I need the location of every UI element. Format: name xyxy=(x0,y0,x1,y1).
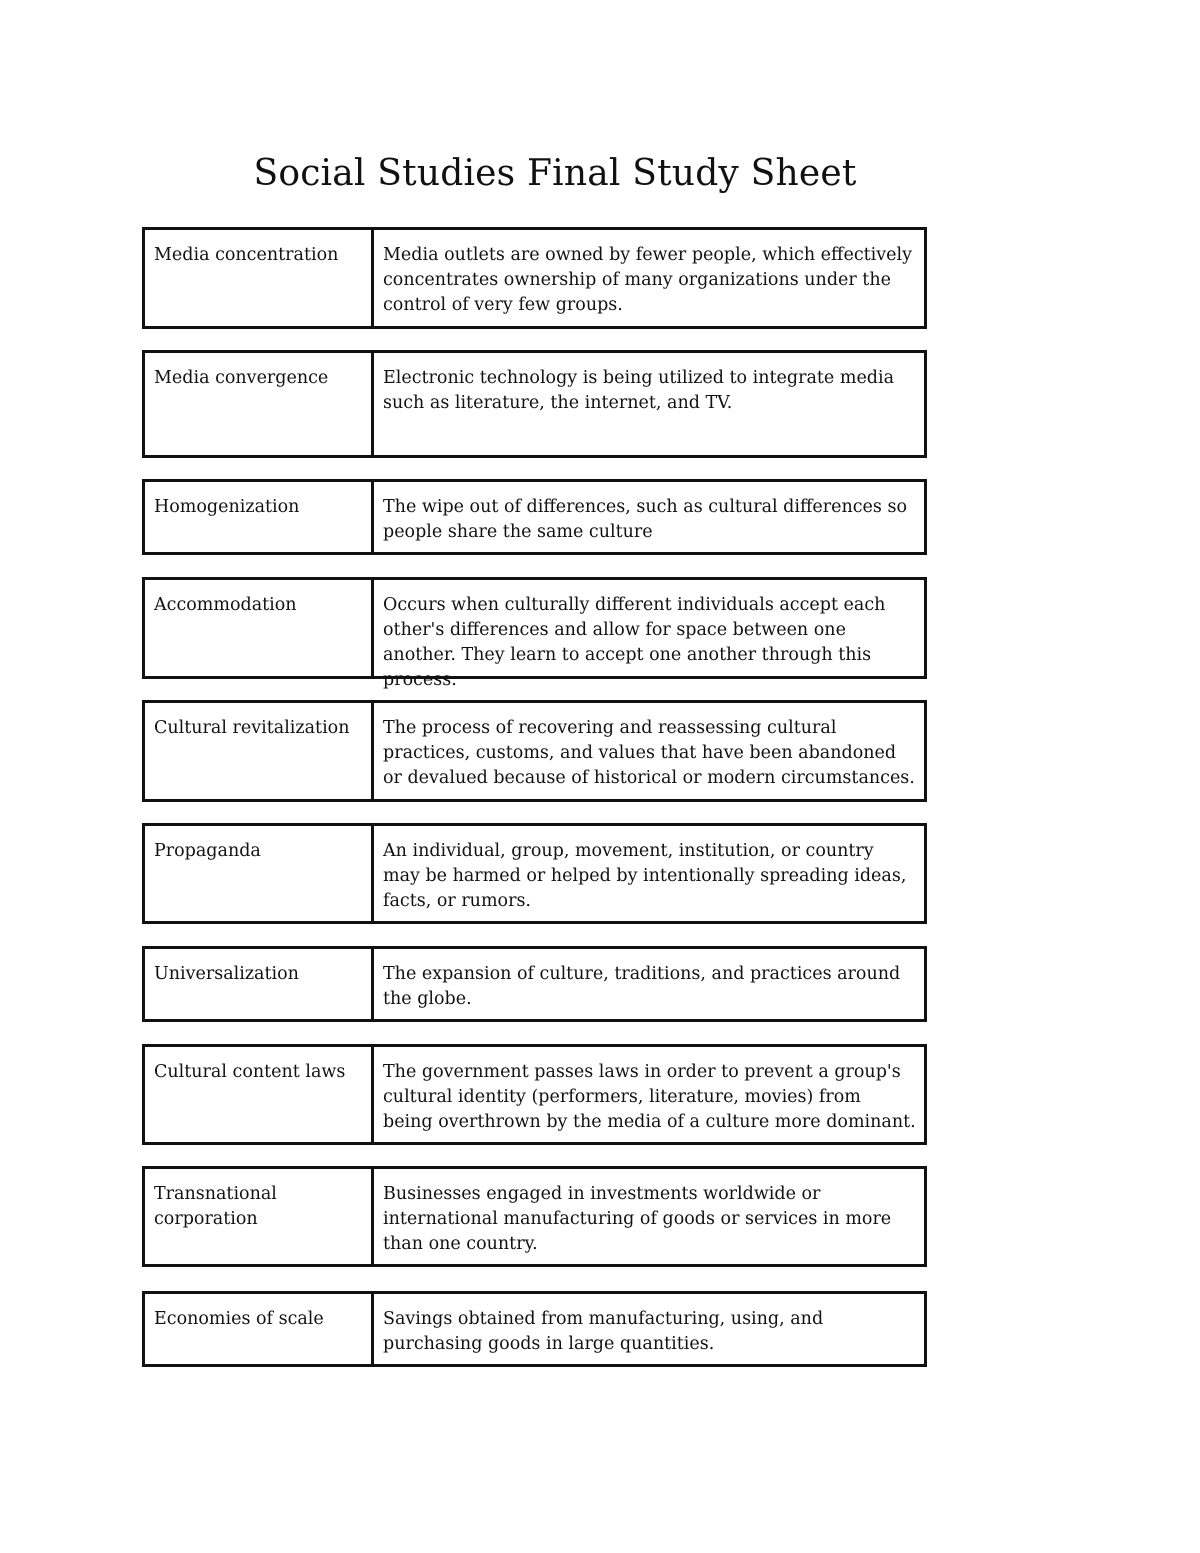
term-label: Transnational corporation xyxy=(145,1169,374,1264)
term-label: Accommodation xyxy=(145,580,374,676)
term-box-universalization xyxy=(142,946,927,1022)
term-box-media-concentration xyxy=(142,227,927,329)
page-title: Social Studies Final Study Sheet xyxy=(253,153,857,194)
term-label: Cultural revitalization xyxy=(145,703,374,799)
term-label: Cultural content laws xyxy=(145,1047,374,1142)
term-definition: The process of recovering and reassessing cultural practices, customs, and values that have been abandoned or devalued because of historical or modern circumstances. xyxy=(383,718,915,788)
term-label: Propaganda xyxy=(145,826,374,921)
term-box-accommodation xyxy=(142,577,927,690)
term-definition: The expansion of culture, traditions, and practices around the globe. xyxy=(383,964,901,1009)
term-label: Media convergence xyxy=(145,353,374,455)
term-label: Economies of scale xyxy=(145,1294,374,1364)
term-definition: An individual, group, movement, institution, or country may be harmed or helped by intentionally spreading ideas, facts, or rumors. xyxy=(383,841,907,911)
term-definition: Electronic technology is being utilized to integrate media such as literature, the internet, and TV. xyxy=(383,368,895,413)
term-definition: Savings obtained from manufacturing, using, and purchasing goods in large quantities. xyxy=(383,1309,824,1354)
term-box-propaganda xyxy=(142,823,927,924)
term-definition: Media outlets are owned by fewer people, which effectively concentrates ownership of many organizations under the control of very few groups. xyxy=(383,245,912,315)
term-definition: The government passes laws in order to prevent a group's cultural identity (performers, literature, movies) from being overthrown by the media of a culture more dominant. xyxy=(383,1062,916,1132)
term-box-media-convergence xyxy=(142,350,927,458)
term-box-cultural-revitalization xyxy=(142,700,927,802)
term-label: Universalization xyxy=(145,949,374,1019)
term-definition: Occurs when culturally different individuals accept each other's differences and allow for space between one another. They learn to accept one another through this process. xyxy=(383,595,886,690)
term-label: Homogenization xyxy=(145,482,374,552)
term-definition: Businesses engaged in investments worldwide or international manufacturing of goods or services in more than one country. xyxy=(383,1184,892,1254)
term-box-cultural-content-laws xyxy=(142,1044,927,1145)
term-box-economies-of-scale xyxy=(142,1291,927,1367)
term-box-transnational-corporation xyxy=(142,1166,927,1267)
term-label: Media concentration xyxy=(145,230,374,326)
term-box-homogenization xyxy=(142,479,927,555)
term-definition: The wipe out of differences, such as cultural differences so people share the same culture xyxy=(383,497,907,542)
